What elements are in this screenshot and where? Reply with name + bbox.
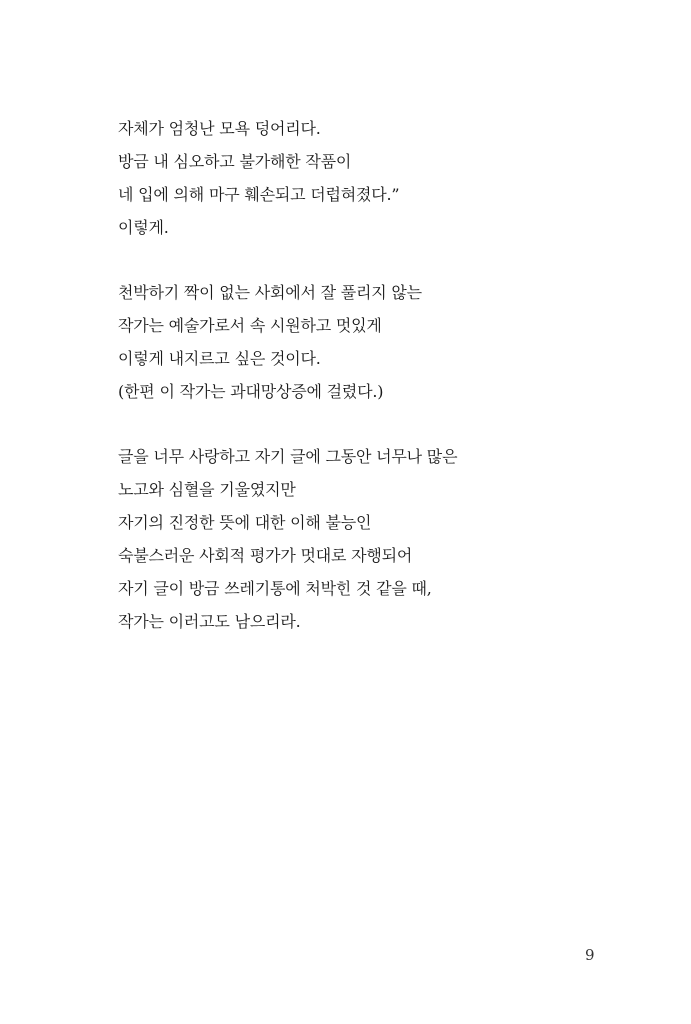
- text-line: 숙불스러운 사회적 평가가 멋대로 자행되어: [118, 546, 413, 565]
- stanza-1: [118, 112, 598, 244]
- text-line: 이렇게 내지르고 싶은 것이다.: [118, 349, 321, 368]
- body-text: [118, 112, 598, 670]
- text-line: 네 입에 의해 마구 훼손되고 더럽혀졌다.”: [118, 185, 400, 204]
- text-line: 작가는 예술가로서 속 시원하고 멋있게: [118, 316, 382, 335]
- text-line: 작가는 이러고도 남으리라.: [118, 612, 301, 631]
- text-line: 자체가 엄청난 모욕 덩어리다.: [118, 119, 321, 138]
- text-line: 자기의 진정한 뜻에 대한 이해 불능인: [118, 513, 372, 532]
- text-line: 노고와 심혈을 기울였지만: [118, 480, 296, 499]
- text-line: 글을 너무 사랑하고 자기 글에 그동안 너무나 많은: [118, 447, 458, 466]
- text-line: 자기 글이 방금 쓰레기통에 처박힌 것 같을 때,: [118, 579, 432, 598]
- text-line: 이렇게.: [118, 218, 169, 237]
- text-line: 천박하기 짝이 없는 사회에서 잘 풀리지 않는: [118, 283, 422, 302]
- page-number: 9: [585, 946, 595, 964]
- text-line: (한편 이 작가는 과대망상증에 걸렸다.): [118, 382, 384, 401]
- text-line: 방금 내 심오하고 불가해한 작품이: [118, 152, 352, 171]
- stanza-3: [118, 440, 598, 638]
- stanza-2: [118, 276, 598, 408]
